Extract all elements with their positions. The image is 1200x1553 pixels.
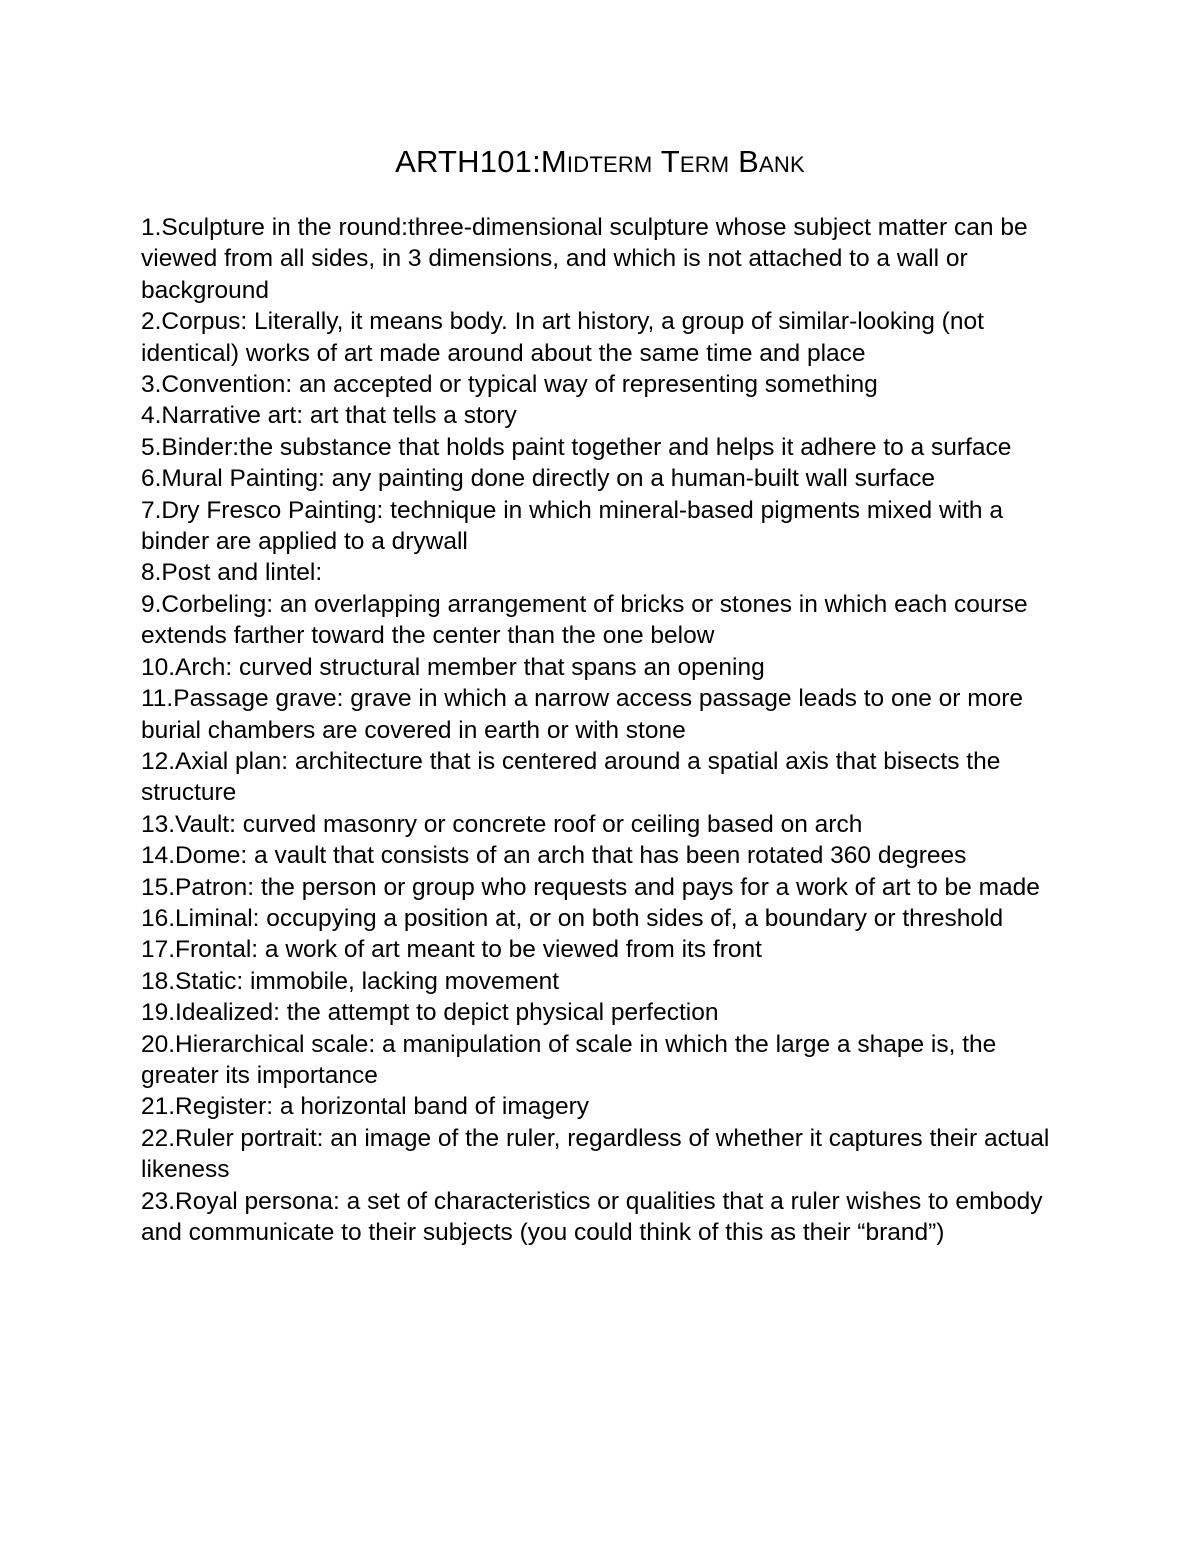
- term-list: [141, 212, 1071, 1248]
- term-item: 6.Mural Painting: any painting done directly on a human-built wall surface: [141, 465, 935, 493]
- term-item: 18.Static: immobile, lacking movement: [141, 967, 560, 995]
- term-item: 21.Register: a horizontal band of imagery: [141, 1093, 590, 1121]
- term-item: 14.Dome: a vault that consists of an arch that has been rotated 360 degrees: [141, 842, 967, 870]
- term-item: 10.Arch: curved structural member that spans an opening: [141, 653, 765, 681]
- document-title: ARTH101:Midterm Term Bank: [395, 144, 805, 179]
- term-item: 9.Corbeling: an overlapping arrangement of bricks or stones in which each course extends farther toward the center than the one below: [141, 590, 1028, 650]
- term-item: 16.Liminal: occupying a position at, or on both sides of, a boundary or threshold: [141, 904, 1004, 932]
- term-item: 13.Vault: curved masonry or concrete roof or ceiling based on arch: [141, 810, 863, 838]
- term-item: 19.Idealized: the attempt to depict physical perfection: [141, 999, 719, 1027]
- term-item: 3.Convention: an accepted or typical way of representing something: [141, 371, 878, 399]
- term-item: 12.Axial plan: architecture that is centered around a spatial axis that bisects the structure: [141, 747, 1001, 807]
- term-item: 7.Dry Fresco Painting: technique in which mineral-based pigments mixed with a binder are applied to a drywall: [141, 496, 1003, 556]
- term-item: 1.Sculpture in the round:three-dimensional sculpture whose subject matter can be viewed from all sides, in 3 dimensions, and which is not attached to a wall or background: [141, 214, 1028, 304]
- term-item: 17.Frontal: a work of art meant to be viewed from its front: [141, 936, 762, 964]
- term-item: 20.Hierarchical scale: a manipulation of scale in which the large a shape is, the greater its importance: [141, 1030, 997, 1089]
- term-item: 15.Patron: the person or group who requests and pays for a work of art to be made: [141, 873, 1040, 901]
- term-item: 23.Royal persona: a set of characteristics or qualities that a ruler wishes to embody and communicate to their subjects (you could think of this as their “brand”): [141, 1187, 1043, 1246]
- term-item: 22.Ruler portrait: an image of the ruler, regardless of whether it captures their actual likeness: [141, 1124, 1050, 1184]
- term-item: 8.Post and lintel:: [141, 559, 323, 587]
- term-item: 11.Passage grave: grave in which a narrow access passage leads to one or more burial chambers are covered in earth or with stone: [141, 685, 1024, 744]
- term-item: 5.Binder:the substance that holds paint together and helps it adhere to a surface: [141, 433, 1012, 461]
- term-item: 2.Corpus: Literally, it means body. In art history, a group of similar-looking (not identical) works of art made around about the same time and place: [141, 308, 984, 367]
- term-item: 4.Narrative art: art that tells a story: [141, 402, 517, 430]
